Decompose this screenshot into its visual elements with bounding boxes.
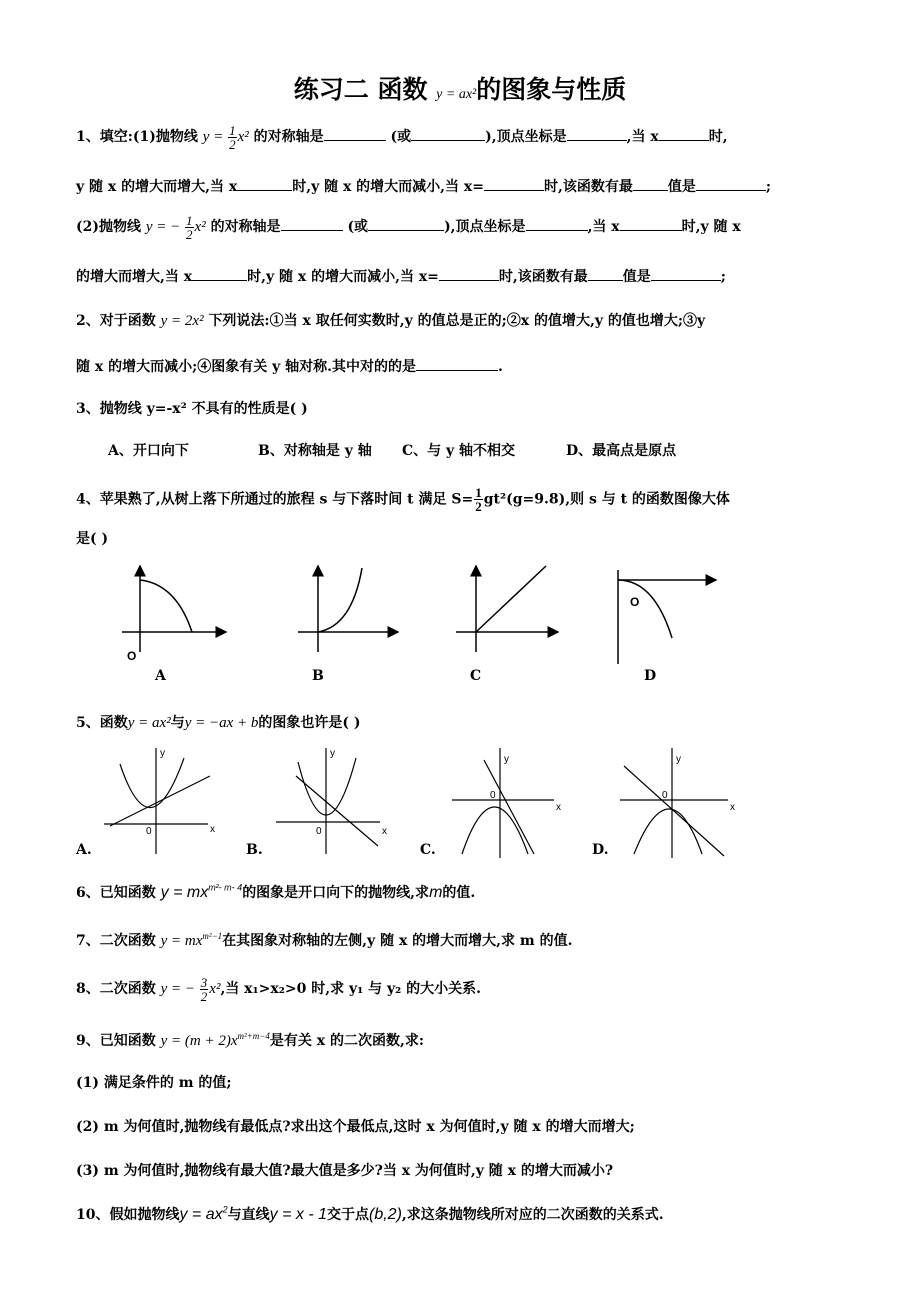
- q5-o-label: 0: [316, 826, 322, 837]
- q7-formula: $y = mx^{m^2-1}$: [160, 931, 223, 949]
- q4-label-d[interactable]: D: [644, 668, 657, 684]
- q8-formula: y = − $\frac{3}{2}$ x²: [160, 975, 221, 1004]
- q9-item3: (3) m 为何值时,抛物线有最大值?最大值是多少?当 x 为何值时,y 随 x 的增大而减小?: [76, 1163, 614, 1179]
- title-formula: y = ax²: [436, 87, 477, 102]
- q5-o-label: 0: [146, 826, 152, 837]
- q5-graph-a[interactable]: [104, 748, 210, 854]
- q2-formula: y = 2x²: [160, 313, 204, 329]
- q5-o-label: 0: [662, 790, 668, 801]
- q5-label-b[interactable]: B.: [246, 842, 263, 858]
- q10-formula2: y = x - 1: [269, 1206, 327, 1223]
- blank[interactable]: [484, 178, 544, 191]
- q5-graph-c[interactable]: [452, 748, 554, 858]
- q3-option-b[interactable]: B、对称轴是 y 轴: [258, 443, 372, 459]
- q4-label-c[interactable]: C: [470, 668, 482, 684]
- q5-label-a[interactable]: A.: [76, 842, 92, 858]
- q8-line: 8、二次函数 y = − $\frac{3}{2}$ x²,当 x₁>x₂>0 时,求 y₁ 与 y₂ 的大小关系.: [76, 975, 481, 1004]
- page-title: [0, 70, 920, 106]
- q5-graphs: [0, 742, 920, 862]
- blank[interactable]: [659, 128, 709, 141]
- q5-x-label: x: [730, 802, 735, 813]
- blank[interactable]: [651, 268, 721, 281]
- q3-option-d[interactable]: D、最高点是原点: [566, 443, 677, 459]
- blank[interactable]: [620, 218, 682, 231]
- q4-graph-b[interactable]: [298, 566, 398, 652]
- q10-point: (b,2): [369, 1206, 402, 1223]
- blank[interactable]: [324, 128, 386, 141]
- q7-line: 7、二次函数 $y = mx^{m^2-1}$在其图象对称轴的左侧,y 随 x 的增大而增大,求 m 的值.: [76, 931, 573, 949]
- q1-line1: 1、填空:(1)抛物线 y = $\frac{1}{2}$ x² 的对称轴是 (或 ),顶点坐标是 ,当 x 时,: [76, 123, 728, 152]
- blank[interactable]: [567, 128, 627, 141]
- q1-formula1: y = $\frac{1}{2}$ x²: [202, 123, 249, 152]
- q9-formula: $y = (m + 2)x^{m^2+m-4}$: [160, 1031, 270, 1049]
- q5-graph-b[interactable]: [276, 748, 380, 854]
- q5-graph-d[interactable]: [620, 748, 728, 858]
- q4-label-b[interactable]: B: [312, 668, 324, 684]
- q5-y-label: y: [504, 754, 509, 765]
- blank[interactable]: [411, 128, 485, 141]
- q5-x-label: x: [210, 824, 215, 835]
- blank[interactable]: [526, 218, 588, 231]
- q3-option-c[interactable]: C、与 y 轴不相交: [402, 443, 516, 459]
- q5-x-label: x: [382, 826, 387, 837]
- q4-line2: 是( ): [76, 531, 109, 547]
- q5-o-label: 0: [490, 790, 496, 801]
- q4-line1: 4、苹果熟了,从树上落下所通过的旅程 s 与下落时间 t 满足 S= $\frac{1}{2}$ gt²(g=9.8),则 s 与 t 的函数图像大体: [76, 485, 730, 514]
- blank[interactable]: [439, 268, 499, 281]
- q5-y-label: y: [160, 748, 165, 759]
- blank[interactable]: [696, 178, 766, 191]
- blank[interactable]: [192, 268, 247, 281]
- q10-formula1: $y = ax^2$: [179, 1204, 228, 1223]
- q6-formula: $y = mx^{m^2- m- 4}$: [160, 882, 243, 901]
- q4-graphs: [0, 556, 920, 676]
- q1-line4: 的增大而增大,当 x 时,y 随 x 的增大而减小,当 x= 时,该函数有最 值是 ;: [76, 269, 726, 285]
- q1-formula2: y = − $\frac{1}{2}$ x²: [145, 213, 206, 242]
- q10-line: 10、假如抛物线$y = ax^2$与直线y = x - 1交于点(b,2),求这条抛物线所对应的二次函数的关系式.: [76, 1204, 664, 1223]
- q5-stem: 5、函数y = ax²与y = −ax + b的图象也许是( ): [76, 715, 361, 731]
- q3-option-a[interactable]: A、开口向下: [108, 443, 189, 459]
- q4-graph-d[interactable]: [618, 570, 716, 664]
- q5-x-label: x: [556, 802, 561, 813]
- q1-line3: (2)抛物线 y = − $\frac{1}{2}$ x² 的对称轴是 (或 ),顶点坐标是 ,当 x 时,y 随 x: [76, 213, 741, 242]
- q1-line2: y 随 x 的增大而增大,当 x 时,y 随 x 的增大而减小,当 x= 时,该函数有最 值是 ;: [76, 179, 772, 195]
- q5-y-label: y: [676, 754, 681, 765]
- q2-line2: 随 x 的增大而减小;④图象有关 y 轴对称.其中对的的是 .: [76, 359, 503, 375]
- blank[interactable]: [416, 358, 498, 371]
- q9-line: 9、已知函数 $y = (m + 2)x^{m^2+m-4}$是有关 x 的二次函数,求:: [76, 1031, 424, 1049]
- q6-line: 6、已知函数 $y = mx^{m^2- m- 4}$的图象是开口向下的抛物线,求m的值.: [76, 882, 476, 901]
- q4-graph-c[interactable]: [456, 566, 558, 652]
- title-suffix: 的图象与性质: [476, 75, 627, 104]
- title-prefix: 练习二 函数: [293, 75, 428, 104]
- q5-y-label: y: [330, 748, 335, 759]
- blank[interactable]: [281, 218, 343, 231]
- blank[interactable]: [368, 218, 444, 231]
- q4-origin-d: O: [630, 595, 640, 609]
- blank[interactable]: [237, 178, 292, 191]
- q4-origin-a: O: [127, 649, 137, 663]
- q2-line1: 2、对于函数 y = 2x² 下列说法:①当 x 取任何实数时,y 的值总是正的;②x 的值增大,y 的值也增大;③y: [76, 313, 706, 329]
- q9-item2: (2) m 为何值时,抛物线有最低点?求出这个最低点,这时 x 为何值时,y 随 x 的增大而增大;: [76, 1119, 635, 1135]
- q9-item1: (1) 满足条件的 m 的值;: [76, 1075, 232, 1091]
- q5-label-c[interactable]: C.: [420, 842, 436, 858]
- q3-stem: 3、抛物线 y=-x² 不具有的性质是( ): [76, 401, 308, 417]
- blank[interactable]: [588, 268, 623, 281]
- blank[interactable]: [633, 178, 668, 191]
- q4-label-a[interactable]: A: [155, 668, 166, 684]
- q5-label-d[interactable]: D.: [592, 842, 609, 858]
- q4-graph-a[interactable]: [122, 566, 226, 652]
